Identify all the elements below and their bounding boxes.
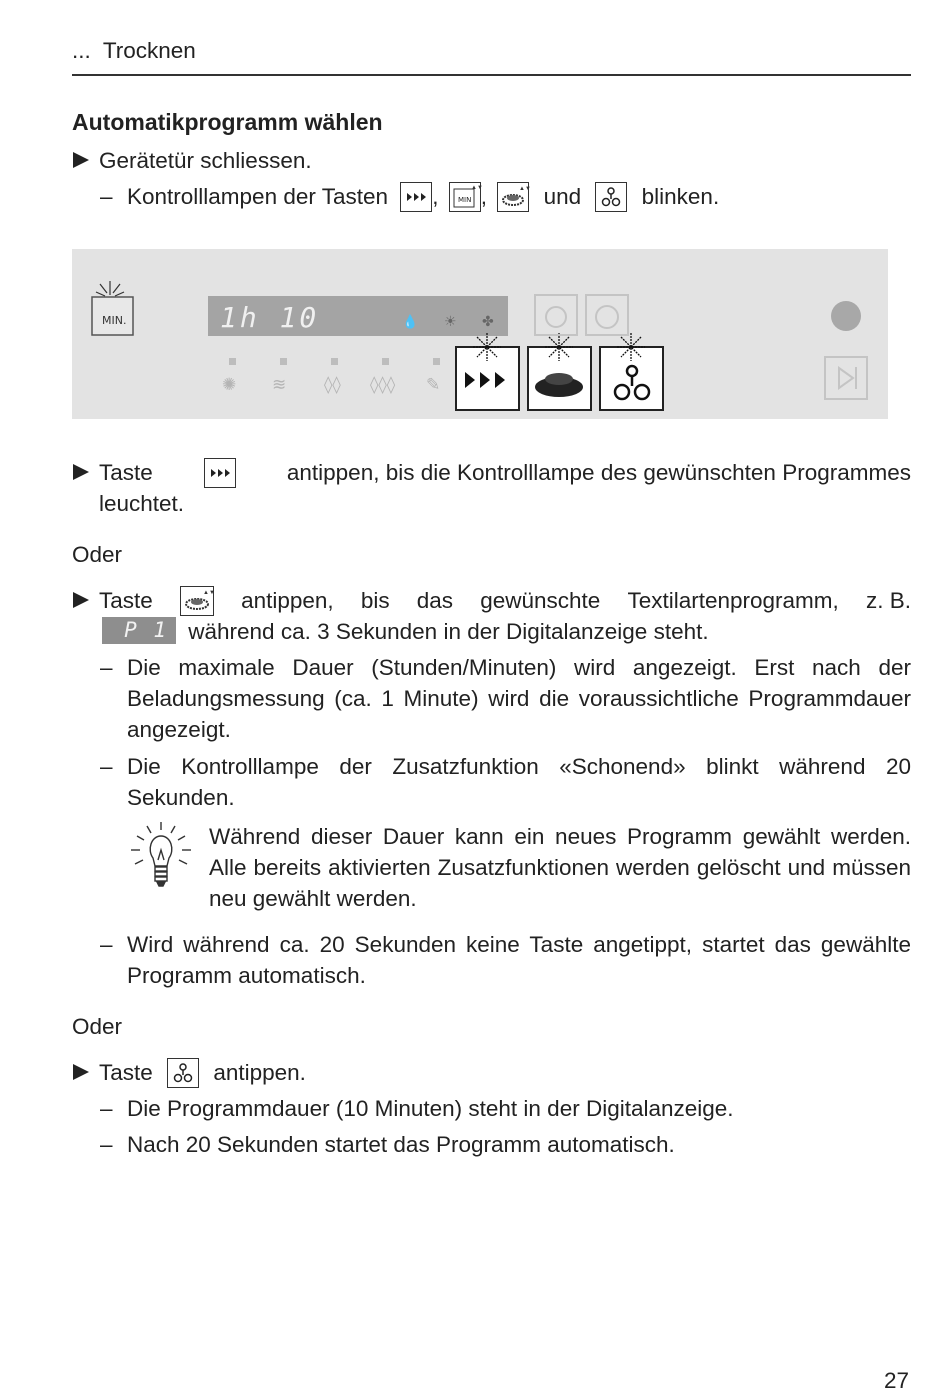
header-rule xyxy=(72,74,911,76)
step3-line2 xyxy=(102,616,709,647)
air-dry-key-highlight xyxy=(600,347,663,410)
svg-text:≋: ≋ xyxy=(272,375,287,395)
step2-line1 xyxy=(99,457,911,488)
step3-word: Textilartenprogramm, xyxy=(627,588,839,613)
minutes-key-blinking-icon xyxy=(92,281,133,335)
dash-marker: – xyxy=(100,932,113,957)
oder-label: Oder xyxy=(72,542,123,567)
svg-text:✺: ✺ xyxy=(222,375,237,395)
program-select-key-highlight xyxy=(456,347,519,410)
digital-display xyxy=(208,296,508,336)
dash-marker: – xyxy=(100,184,113,209)
running-header: ... Trocknen xyxy=(72,38,196,63)
step1-sub-text: Kontrolllampen der Tasten xyxy=(127,184,388,209)
step1-sub-blinken: blinken. xyxy=(641,184,720,209)
svg-text:☀: ☀ xyxy=(444,313,457,329)
step4-line xyxy=(99,1057,306,1088)
air-dry-key-icon xyxy=(595,182,627,212)
bullet-arrow-icon xyxy=(73,592,89,608)
svg-text:◊◊: ◊◊ xyxy=(324,375,341,395)
control-panel-drawing xyxy=(72,249,888,419)
step4-sub1: Die Programmdauer (10 Minuten) steht in der Digitalanzeige. xyxy=(127,1096,734,1121)
bullet-arrow-icon xyxy=(73,464,89,480)
control-panel-figure xyxy=(72,249,888,419)
program-select-key-icon xyxy=(400,182,432,212)
step3-word: das xyxy=(416,588,454,613)
oder-label: Oder xyxy=(72,1014,123,1039)
step2-text: antippen, bis die Kontrolllampe des gewünschten Programmes xyxy=(286,460,911,485)
dash-marker: – xyxy=(100,754,113,779)
svg-text:▲▼: ▲▼ xyxy=(470,185,483,191)
step2-label: Taste xyxy=(99,460,153,485)
dash-marker: – xyxy=(100,1132,113,1157)
textile-key-icon xyxy=(180,586,214,616)
step4-label: Taste xyxy=(99,1060,153,1085)
svg-text:MIN: MIN xyxy=(457,196,472,204)
dash-marker: – xyxy=(100,655,113,680)
step2-line2: leuchtet. xyxy=(99,491,185,516)
dash-marker: – xyxy=(100,1096,113,1121)
step3-line1 xyxy=(99,585,911,616)
bullet-arrow-icon xyxy=(73,152,89,168)
svg-text:✎: ✎ xyxy=(426,375,441,395)
section-heading: Automatikprogramm wählen xyxy=(72,109,383,135)
step3-word: Taste xyxy=(99,588,153,613)
page-number: 27 xyxy=(884,1368,910,1393)
tip-text: Während dieser Dauer kann ein neues Programm gewählt werden. Alle bereits aktivierten Zusatzfunktionen werden gelöscht und müssen neu gewählt werden. xyxy=(209,824,911,911)
step1-sub-und: und xyxy=(543,184,582,209)
display-example-text: P 1 xyxy=(124,618,168,642)
step3-sub2: Die Kontrolllampe der Zusatzfunktion «Schonend» blinkt während 20 Sekunden. xyxy=(127,754,911,810)
step1-text: Gerätetür schliessen. xyxy=(99,148,312,173)
svg-text:▲▼: ▲▼ xyxy=(519,186,532,192)
step3-sub3: Wird während ca. 20 Sekunden keine Taste angetippt, startet das gewählte Programm automatisch. xyxy=(127,932,911,988)
step3-word: z. B. xyxy=(865,588,911,613)
svg-text:1h 10: 1h 10 xyxy=(220,301,320,334)
step1-sub: Kontrolllampen der Tasten , MIN ▲▼ , ▲▼ und blinken. xyxy=(127,181,719,212)
svg-text:▲▼: ▲▼ xyxy=(202,589,215,596)
textile-key-icon xyxy=(497,182,532,212)
air-dry-key-icon xyxy=(167,1058,199,1088)
step3-word: gewünschte xyxy=(480,588,601,613)
step4-sub2: Nach 20 Sekunden startet das Programm automatisch. xyxy=(127,1132,675,1157)
svg-text:MIN.: MIN. xyxy=(102,314,127,327)
svg-text:✤: ✤ xyxy=(482,313,494,329)
minutes-key-icon xyxy=(449,182,481,212)
textile-key-highlight xyxy=(528,347,591,410)
lightbulb-tip-icon xyxy=(127,820,199,896)
step3-line2-text: während ca. 3 Sekunden in der Digitalanzeige steht. xyxy=(188,619,709,644)
program-select-key-icon xyxy=(204,458,236,488)
step3-word: antippen, xyxy=(241,588,334,613)
step4-text: antippen. xyxy=(213,1060,306,1085)
display-example-badge xyxy=(102,617,176,644)
svg-text:💧: 💧 xyxy=(402,314,419,329)
svg-text:◊◊◊: ◊◊◊ xyxy=(370,375,396,395)
step3-word: bis xyxy=(360,588,390,613)
bullet-arrow-icon xyxy=(73,1064,89,1080)
step3-sub1: Die maximale Dauer (Stunden/Minuten) wird angezeigt. Erst nach der Beladungsmessung (ca. 1 Minute) wird die voraussichtliche Programmdauer angezeigt. xyxy=(127,655,911,742)
